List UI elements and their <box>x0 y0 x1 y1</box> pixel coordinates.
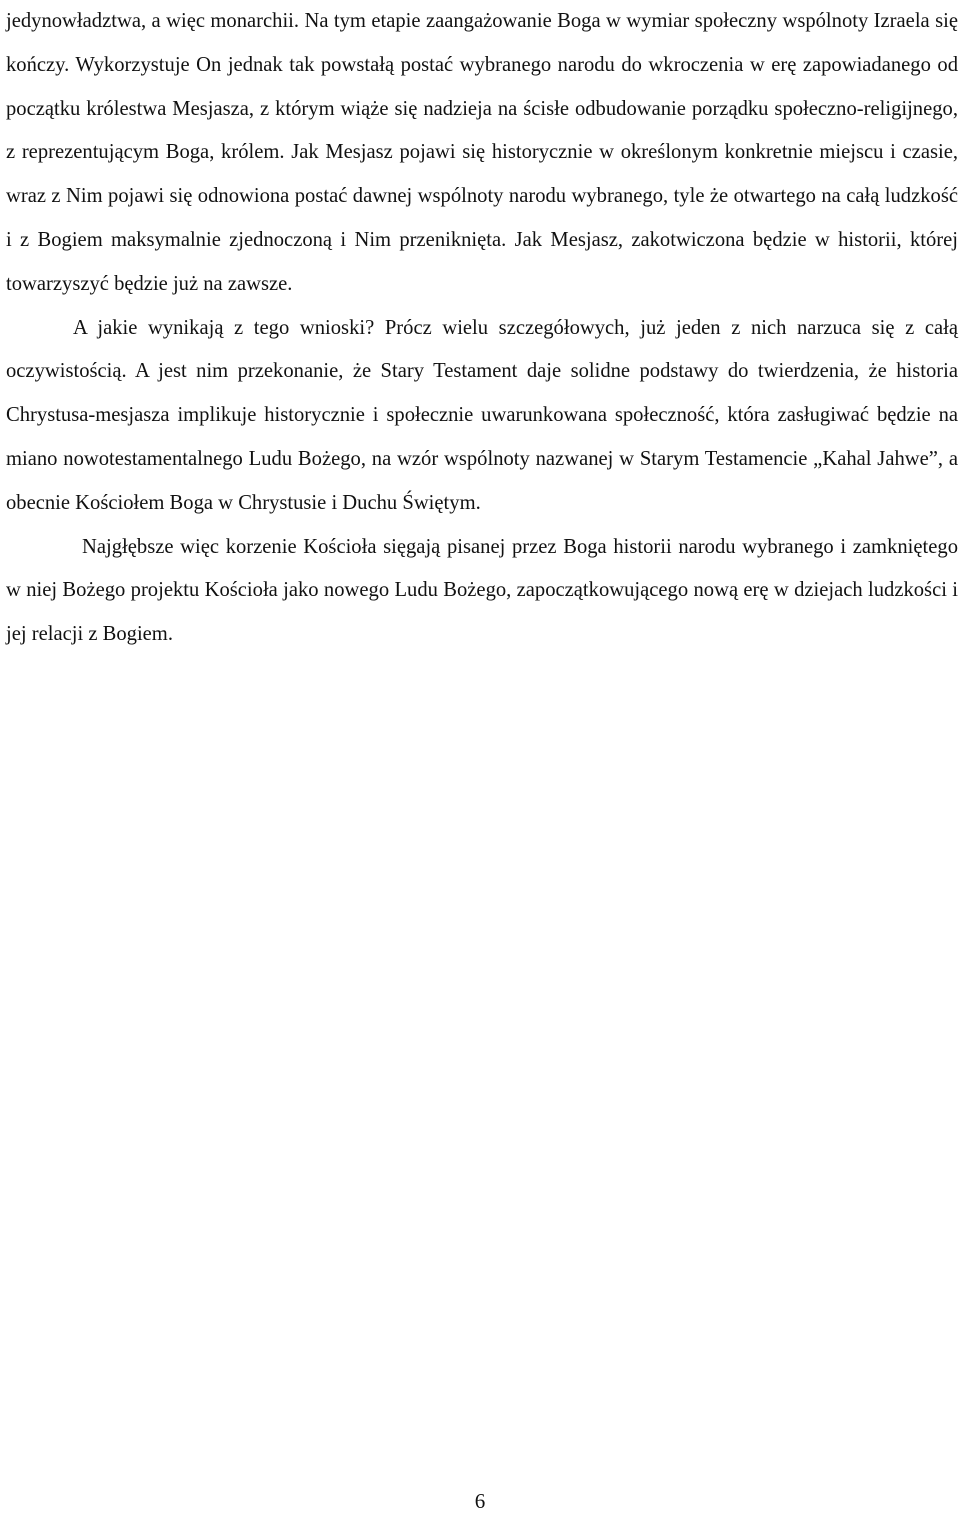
page-number: 6 <box>474 1489 486 1513</box>
paragraph-2: A jakie wynikają z tego wnioski? Prócz wielu szczegółowych, już jeden z nich narzuca się z całą oczywistością. A jest nim przekonanie, że Stary Testament daje solidne podstawy do twierdzenia, że historia Chrystusa-mesjasza implikuje historycznie i społecznie uwarunkowana społeczność, która zasługiwać będzie na miano nowotestamentalnego Ludu Bożego, na wzór wspólnoty nazwanej w Starym Testamencie „Kahal Jahwe”, a obecnie Kościołem Boga w Chrystusie i Duchu Świętym. <box>6 316 958 514</box>
document-page <box>6 0 958 657</box>
paragraph-1: jedynowładztwa, a więc monarchii. Na tym etapie zaangażowanie Boga w wymiar społeczny wspólnoty Izraela się kończy. Wykorzystuje On jednak tak powstałą postać wybranego narodu do wkroczenia w erę zapowiadanego od początku królestwa Mesjasza, z którym wiąże się nadzieja na ścisłe odbudowanie porządku społeczno-religijnego, z reprezentującym Boga, królem. Jak Mesjasz pojawi się historycznie w określonym konkretnie miejscu i czasie, wraz z Nim pojawi się odnowiona postać dawnej wspólnoty narodu wybranego, tyle że otwartego na całą ludzkość i z Bogiem maksymalnie zjednoczoną i Nim przeniknięta. Jak Mesjasz, zakotwiczona będzie w historii, której towarzyszyć będzie już na zawsze. <box>6 10 958 295</box>
paragraph-3: Najgłębsze więc korzenie Kościoła sięgają pisanej przez Boga historii narodu wybranego i zamkniętego w niej Bożego projektu Kościoła jako nowego Ludu Bożego, zapoczątkowującego nową erę w dziejach ludzkości i jej relacji z Bogiem. <box>6 535 958 646</box>
